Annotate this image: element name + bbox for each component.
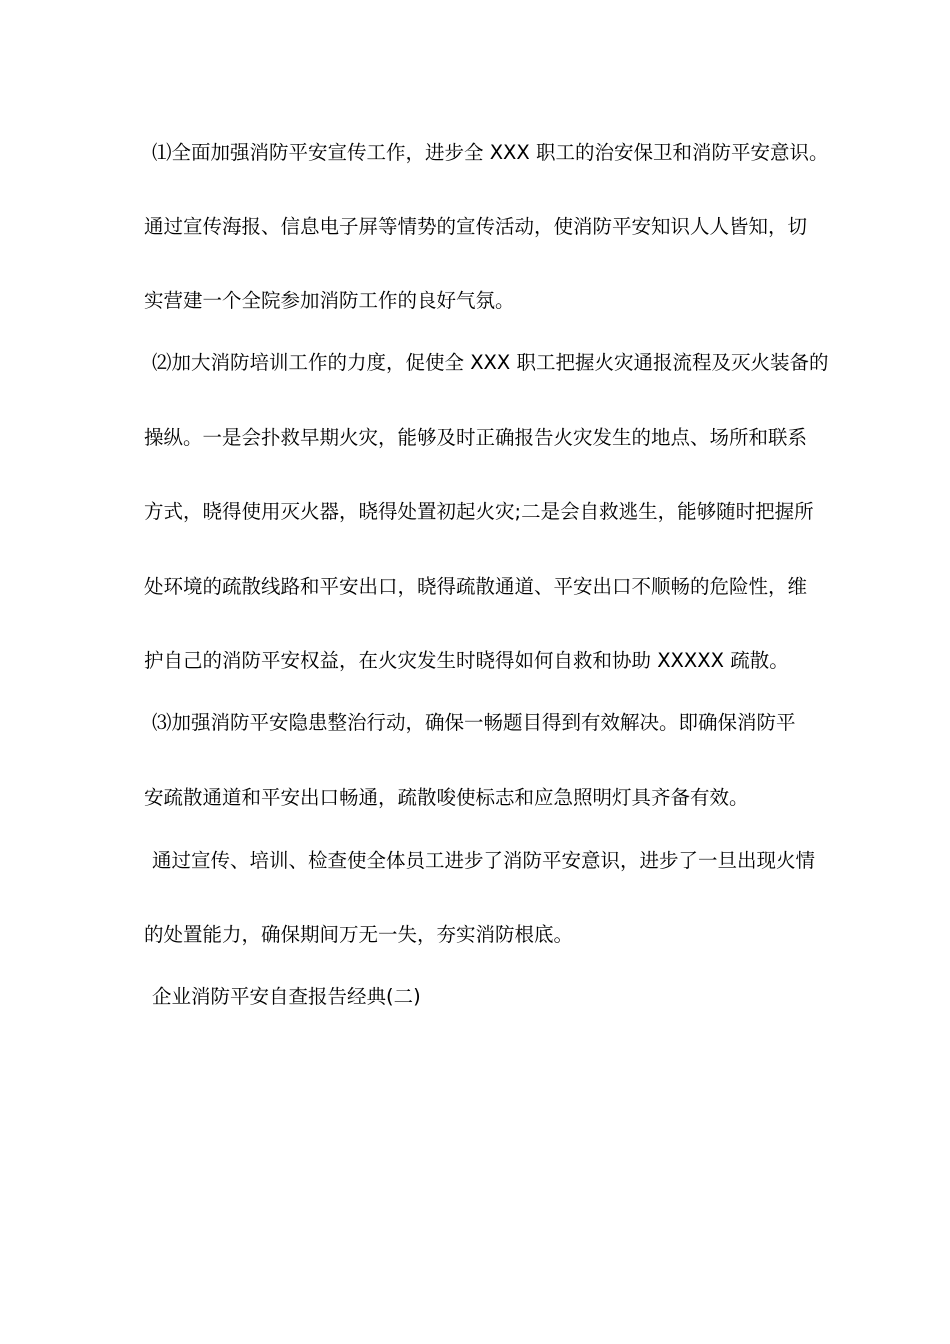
paragraph-2-line-2: 操纵。一是会扑救早期火灾，能够及时正确报告火灾发生的地点、场所和联系 (144, 426, 808, 449)
paragraph-2-line-3: 方式，晓得使用灭火器，晓得处置初起火灾;二是会自救逃生，能够随时把握所 (144, 500, 814, 523)
paragraph-3-line-1: ⑶加强消防平安隐患整治行动，确保一畅题目得到有效解决。即确保消防平 (152, 711, 796, 734)
paragraph-2-line-4: 处环境的疏散线路和平安出口，晓得疏散通道、平安出口不顺畅的危险性，维 (144, 575, 808, 598)
paragraph-1-line-2: 通过宣传海报、信息电子屏等情势的宣传活动，使消防平安知识人人皆知，切 (144, 215, 808, 238)
paragraph-1-line-3: 实营建一个全院参加消防工作的良好气氛。 (144, 289, 515, 312)
paragraph-2-line-1: ⑵加大消防培训工作的力度，促使全 XXX 职工把握火灾通报流程及灭火装备的 (152, 351, 829, 374)
paragraph-2-line-5: 护自己的消防平安权益，在火灾发生时晓得如何自救和协助 XXXXX 疏散。 (144, 649, 789, 672)
paragraph-4-line-2: 的处置能力，确保期间万无一失，夯实消防根底。 (144, 923, 574, 946)
paragraph-4-line-1: 通过宣传、培训、检查使全体员工进步了消防平安意识，进步了一旦出现火情 (152, 849, 816, 872)
section-heading: 企业消防平安自查报告经典(二) (152, 985, 421, 1008)
paragraph-1-line-1: ⑴全面加强消防平安宣传工作，进步全 XXX 职工的治安保卫和消防平安意识。 (152, 141, 829, 164)
paragraph-3-line-2: 安疏散通道和平安出口畅通，疏散唆使标志和应急照明灯具齐备有效。 (144, 786, 749, 809)
